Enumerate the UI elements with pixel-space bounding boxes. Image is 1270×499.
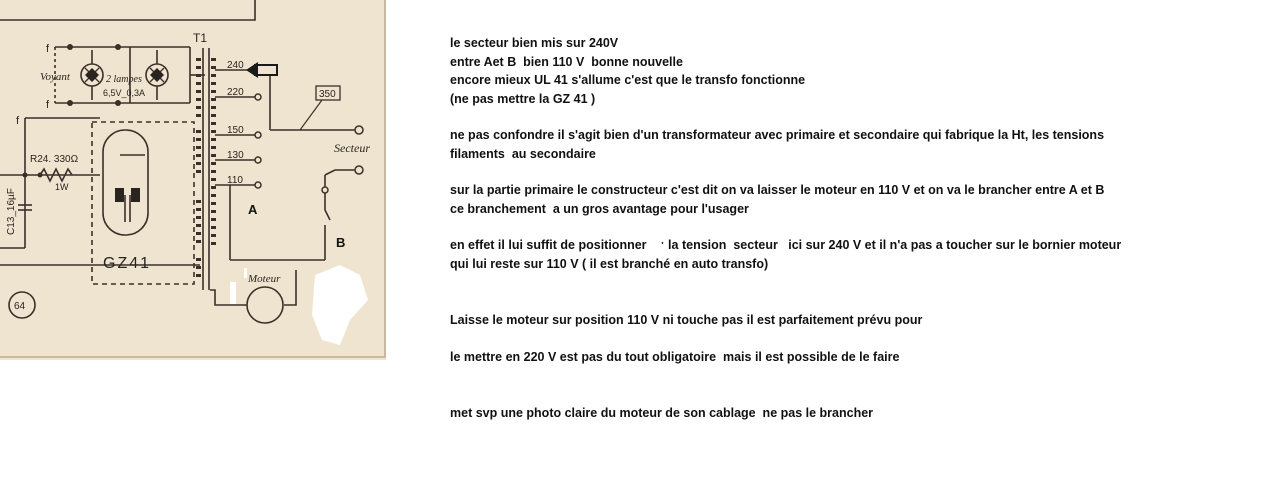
- label-resistor-power: 1W: [55, 182, 69, 192]
- note-line: (ne pas mettre la GZ 41 ): [450, 91, 596, 106]
- explanation-notes: [450, 34, 1250, 423]
- label-capacitor: C13_16µF: [6, 188, 17, 235]
- label-moteur: Moteur: [248, 273, 281, 285]
- motor-icon: [247, 287, 283, 323]
- note-paragraph: [450, 181, 1250, 218]
- label-voyant: Voyant: [40, 71, 70, 83]
- label-tap-110: 110: [227, 175, 243, 186]
- label-tap-240: 240: [227, 60, 244, 71]
- note-line: ne pas confondre il s'agit bien d'un transformateur avec primaire et secondaire qui fabrique la Ht, les tensions: [450, 128, 1105, 142]
- note-line: Laisse le moteur sur position 110 V ni touche pas il est parfaitement prévu pour: [450, 313, 923, 327]
- label-lamp-rating: 6,5V_0,3A: [103, 88, 146, 98]
- note-line: sur la partie primaire le constructeur c'est dit on va laisser le moteur en 110 V et on va le brancher entre A et B: [450, 183, 1105, 197]
- label-point-a: A: [248, 202, 258, 217]
- label-lamps: 2 lampes: [106, 74, 142, 85]
- label-fuse-top: f: [46, 43, 50, 55]
- note-paragraph: [450, 348, 1250, 367]
- note-line: ce branchement a un gros avantage pour l'usager: [450, 201, 749, 216]
- note-paragraph: [450, 126, 1250, 163]
- label-resistor: R24. 330Ω: [30, 154, 79, 165]
- label-tap-220: 220: [227, 87, 244, 98]
- note-paragraph: [450, 311, 1250, 330]
- label-transformer: T1: [193, 31, 208, 45]
- note-line: le secteur bien mis sur 240V: [450, 36, 619, 50]
- label-fuse-bottom: f: [46, 99, 50, 111]
- note-paragraph: [450, 34, 1250, 108]
- note-line: entre Aet B bien 110 V bonne nouvelle: [450, 54, 683, 69]
- note-line: encore mieux UL 41 s'allume c'est que le transfo fonctionne: [450, 73, 806, 87]
- note-line: qui lui reste sur 110 V ( il est branché en auto transfo): [450, 256, 769, 271]
- note-line: en effet il lui suffit de positionner ˑ la tension secteur ici sur 240 V et il n'a pas a toucher sur le bornier moteur: [450, 238, 1122, 252]
- note-line: filaments au secondaire: [450, 146, 596, 161]
- label-ref-350: 350: [319, 89, 336, 100]
- label-secteur: Secteur: [334, 141, 370, 155]
- label-tap-130: 130: [227, 150, 244, 161]
- label-point-b: B: [336, 235, 346, 250]
- transformer-schematic: [0, 0, 386, 360]
- note-paragraph: [450, 404, 1250, 423]
- note-line: met svp une photo claire du moteur de son cablage ne pas le brancher: [450, 406, 874, 420]
- label-node-64: 64: [14, 301, 26, 312]
- label-tube: GZ41: [103, 255, 152, 272]
- label-tap-150: 150: [227, 125, 244, 136]
- label-fuse-left: f: [16, 115, 20, 127]
- note-line: le mettre en 220 V est pas du tout obligatoire mais il est possible de le faire: [450, 349, 900, 364]
- note-paragraph: [450, 236, 1250, 273]
